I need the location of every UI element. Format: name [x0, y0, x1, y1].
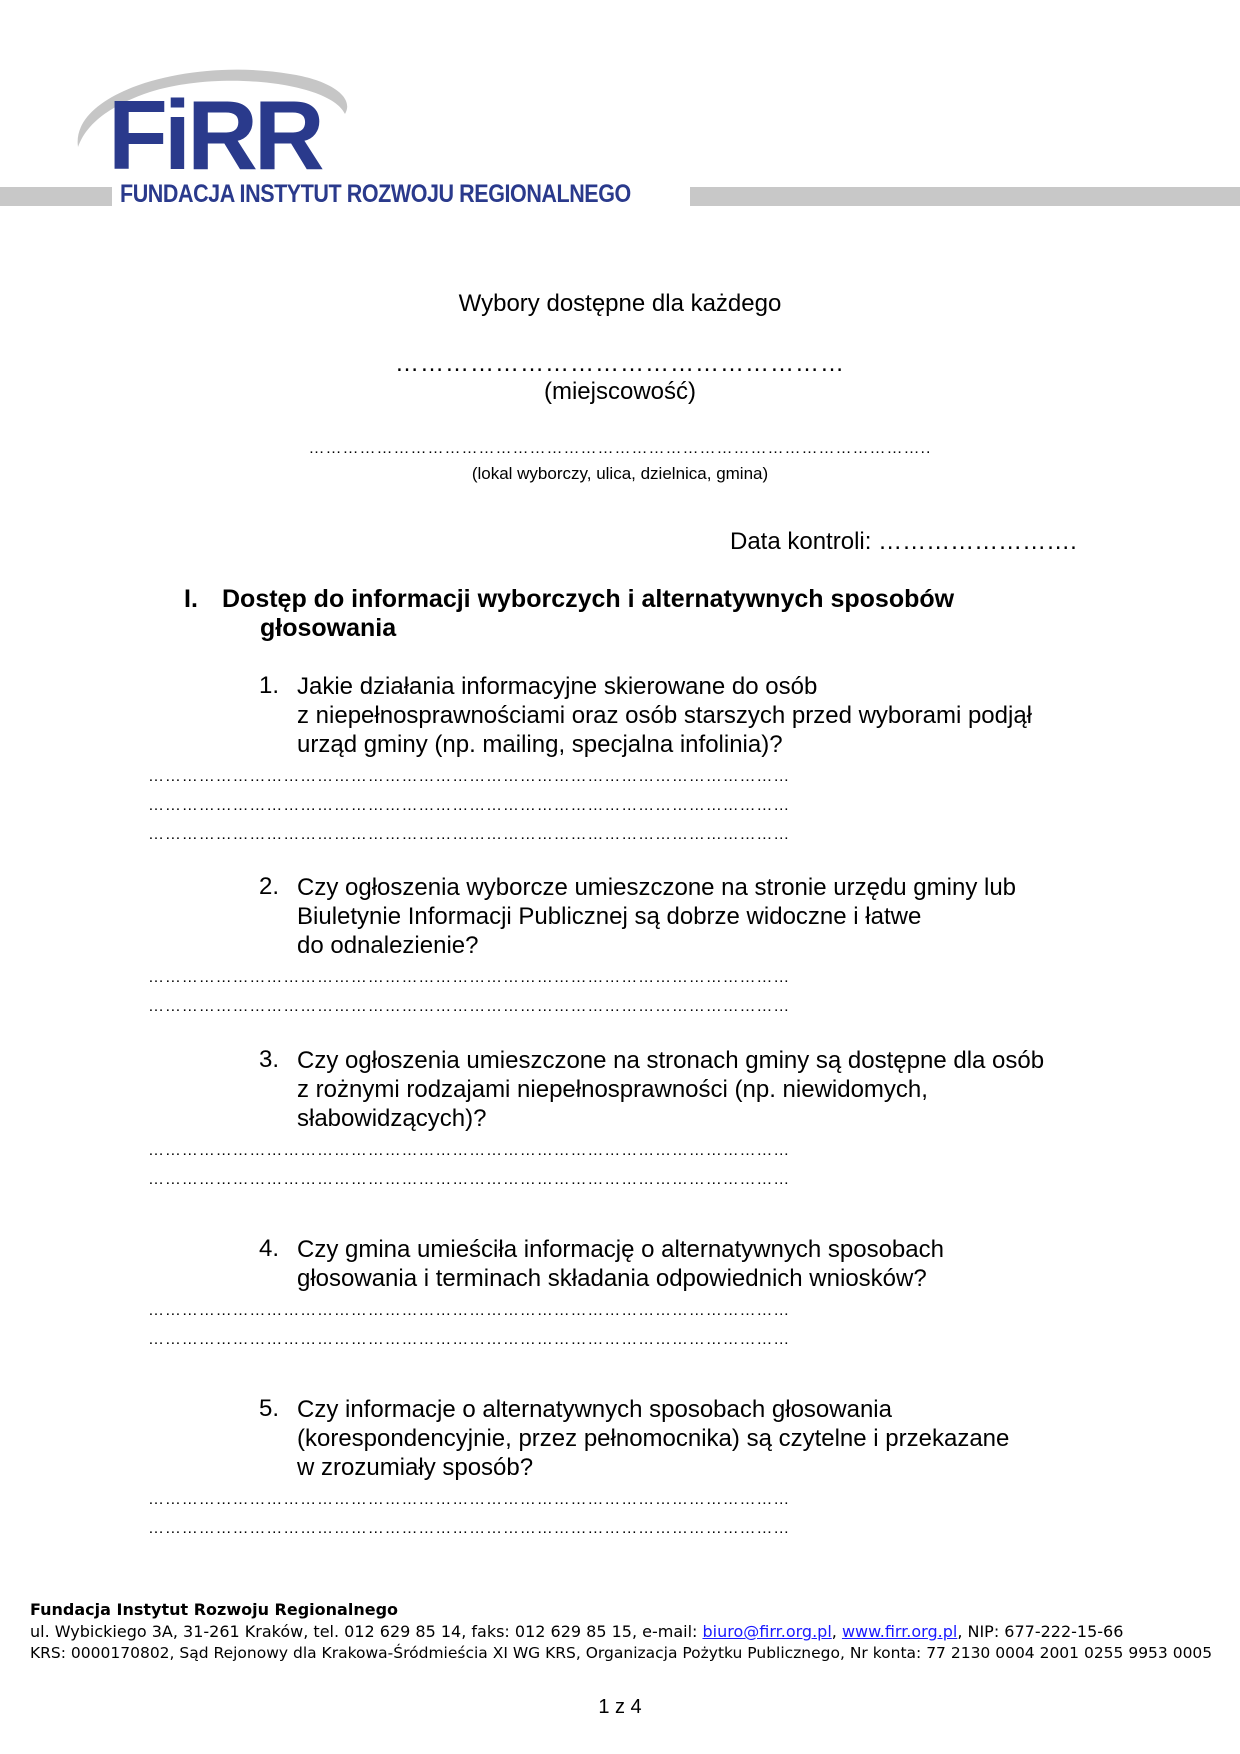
page-number: 1 z 4: [598, 1696, 642, 1718]
form-title: Wybory dostępne dla każdego: [458, 290, 782, 317]
header-band-left: [0, 187, 112, 206]
footer-separator: ,: [831, 1622, 842, 1641]
footer-website-link[interactable]: www.firr.org.pl: [841, 1622, 958, 1641]
question-line: z rożnymi rodzajami niepełnosprawności (np. niewidomych,: [297, 1076, 928, 1103]
logo-text: FiRR: [108, 80, 321, 182]
question-line: urząd gminy (np. mailing, specjalna infolinia)?: [297, 731, 783, 758]
footer-contact: [30, 1622, 1123, 1641]
question-line: Czy ogłoszenia umieszczone na stronach gminy są dostępne dla osób: [297, 1047, 1045, 1074]
question-1-number: 1.: [259, 672, 280, 699]
question-line: z niepełnosprawnościami oraz osób starszych przed wyborami podjął: [297, 702, 1033, 729]
footer-nip: , NIP: 677-222-15-66: [957, 1622, 1124, 1641]
answer-line[interactable]: ……………………………………………………………………………………………………: [148, 969, 791, 986]
question-line: do odnalezienie?: [297, 932, 479, 959]
footer-email-link[interactable]: biuro@firr.org.pl: [702, 1622, 832, 1641]
section-number: I.: [184, 585, 198, 613]
question-4-number: 4.: [259, 1235, 280, 1262]
question-2-number: 2.: [259, 873, 280, 900]
answer-line[interactable]: ……………………………………………………………………………………………………: [148, 1491, 791, 1508]
footer-org-name: Fundacja Instytut Rozwoju Regionalnego: [30, 1600, 399, 1619]
footer-registry: KRS: 0000170802, Sąd Rejonowy dla Krakowa-Śródmieścia XI WG KRS, Organizacja Pożytku Publicznego, Nr konta: 77 2130 0004 2001 0255 9953 0005: [30, 1644, 1213, 1662]
question-line: (korespondencyjnie, przez pełnomocnika) są czytelne i przekazane: [297, 1425, 1010, 1452]
footer-address: ul. Wybickiego 3A, 31-261 Kraków, tel. 012 629 85 14, faks: 012 629 85 15, e-mail:: [30, 1622, 703, 1641]
question-3-number: 3.: [259, 1046, 280, 1073]
firr-logo: [70, 52, 360, 182]
answer-line[interactable]: ……………………………………………………………………………………………………: [148, 797, 791, 814]
question-line: Biuletynie Informacji Publicznej są dobrze widoczne i łatwe: [297, 903, 922, 930]
question-3-text: [297, 1046, 1097, 1133]
question-2-text: [297, 873, 1097, 960]
question-4-text: [297, 1235, 1097, 1293]
question-line: Czy gmina umieściła informację o alternatywnych sposobach: [297, 1236, 944, 1263]
question-line: Czy informacje o alternatywnych sposobach głosowania: [297, 1396, 892, 1423]
answer-line[interactable]: ……………………………………………………………………………………………………: [148, 998, 791, 1015]
question-1-text: [297, 672, 1097, 759]
answer-line[interactable]: ……………………………………………………………………………………………………: [148, 1520, 791, 1537]
question-line: w zrozumiały sposób?: [297, 1454, 534, 1481]
question-5-text: [297, 1395, 1097, 1482]
question-line: głosowania i terminach składania odpowiednich wniosków?: [297, 1265, 927, 1292]
section-title: [222, 585, 1022, 643]
header-band-right: [690, 187, 1240, 206]
date-field[interactable]: Data kontroli: …………………….: [730, 528, 1077, 555]
place-field[interactable]: ………………………………………………: [395, 350, 845, 377]
section-title-line1: Dostęp do informacji wyborczych i alternatywnych sposobów: [222, 585, 955, 613]
org-name-header: FUNDACJA INSTYTUT ROZWOJU REGIONALNEGO: [120, 180, 631, 208]
question-5-number: 5.: [259, 1395, 280, 1422]
answer-line[interactable]: ……………………………………………………………………………………………………: [148, 1302, 791, 1319]
address-label: (lokal wyborczy, ulica, dzielnica, gmina): [471, 464, 769, 483]
section-title-line2: głosowania: [260, 614, 397, 642]
question-line: Jakie działania informacyjne skierowane do osób: [297, 673, 818, 700]
question-line: Czy ogłoszenia wyborcze umieszczone na stronie urzędu gminy lub: [297, 874, 1017, 901]
place-label: (miejscowość): [543, 378, 696, 405]
answer-line[interactable]: ……………………………………………………………………………………………………: [148, 1171, 791, 1188]
answer-line[interactable]: ……………………………………………………………………………………………………: [148, 768, 791, 785]
question-line: słabowidzących)?: [297, 1105, 487, 1132]
address-field[interactable]: ………………………………………………………………………………………………..: [308, 440, 932, 457]
answer-line[interactable]: ……………………………………………………………………………………………………: [148, 1331, 791, 1348]
answer-line[interactable]: ……………………………………………………………………………………………………: [148, 826, 791, 843]
answer-line[interactable]: ……………………………………………………………………………………………………: [148, 1142, 791, 1159]
